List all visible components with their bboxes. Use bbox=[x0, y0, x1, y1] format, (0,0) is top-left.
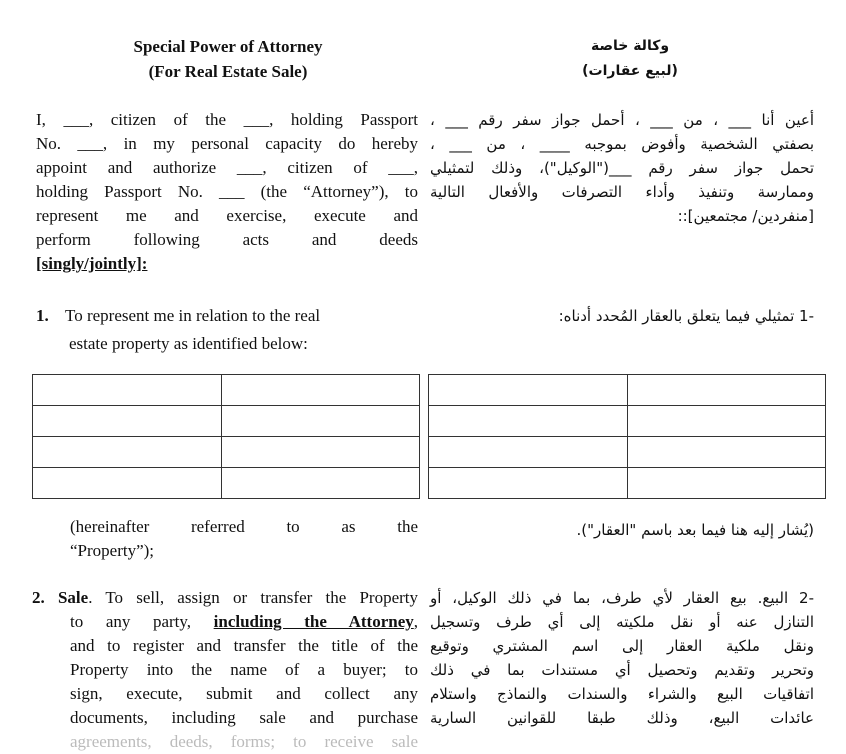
hereinafter-en-line1: (hereinafter referred to as the bbox=[70, 517, 418, 536]
intro-ar-line: أعين أنا ___ ، من ___ ، أحمل جواز سفر رقم ___ ، bbox=[430, 111, 814, 129]
item2-ar-line: وتحرير وتقديم وتحصيل أي مستندات بما في ذلك bbox=[430, 661, 814, 679]
table-cell[interactable] bbox=[429, 375, 628, 406]
property-table-arabic bbox=[428, 374, 826, 499]
intro-en-line: appoint and authorize ___, citizen of ___, bbox=[36, 158, 418, 177]
table-cell[interactable] bbox=[222, 437, 420, 468]
intro-en-line: I, ___, citizen of the ___, holding Passport bbox=[36, 110, 418, 129]
item1-en-line1: To represent me in relation to the real bbox=[65, 306, 321, 325]
intro-en-line: perform following acts and deeds bbox=[36, 230, 418, 249]
item2-en-line2-pre: to any party, bbox=[70, 612, 214, 631]
table-cell[interactable] bbox=[33, 375, 222, 406]
property-table-english bbox=[32, 374, 420, 499]
intro-en-line: holding Passport No. ___ (the “Attorney”), to bbox=[36, 182, 418, 201]
table-cell[interactable] bbox=[628, 437, 826, 468]
intro-en-line: represent me and exercise, execute and bbox=[36, 206, 418, 225]
title-ar-line1: وكالة خاصة bbox=[590, 38, 670, 54]
item2-en-line2-post: , bbox=[413, 612, 418, 631]
table-cell[interactable] bbox=[33, 437, 222, 468]
table-row bbox=[429, 406, 826, 437]
item2-en-line1: . To sell, assign or transfer the Property bbox=[88, 588, 418, 607]
item2-english bbox=[32, 586, 418, 754]
item2-en-line-cut: agreements, deeds, forms; to receive sale bbox=[70, 732, 418, 751]
item1-english bbox=[36, 302, 418, 358]
item2-ar-line: التنازل عنه أو نقل ملكيته إلى أي طرف وتسجيل bbox=[430, 613, 814, 631]
intro-ar-line: تحمل جواز سفر رقم ___("الوكيل")، وذلك لتمثيلي bbox=[430, 159, 814, 177]
intro-ar-line: [منفردين/ مجتمعين]:: bbox=[677, 207, 814, 225]
intro-arabic bbox=[430, 108, 814, 228]
item1-en-line2: estate property as identified below: bbox=[69, 334, 308, 353]
table-row bbox=[33, 468, 420, 499]
item2-en-line: sign, execute, submit and collect any bbox=[70, 684, 418, 703]
table-cell[interactable] bbox=[628, 468, 826, 499]
item2-heading: Sale bbox=[57, 588, 89, 607]
table-cell[interactable] bbox=[628, 406, 826, 437]
item2-ar-line: ونقل ملكية العقار إلى اسم المشتري وتوقيع bbox=[430, 637, 814, 655]
intro-ar-line: وممارسة وتنفيذ وأداء التصرفات والأفعال التالية bbox=[430, 183, 814, 201]
item2-en-line: Property into the name of a buyer; to bbox=[70, 660, 418, 679]
intro-ar-line: بصفتي الشخصية وأفوض بموجبه ____ ، من ___ ، bbox=[430, 135, 814, 153]
table-cell[interactable] bbox=[628, 375, 826, 406]
table-cell[interactable] bbox=[222, 406, 420, 437]
hereinafter-arabic bbox=[430, 518, 814, 542]
title-ar-line2: (لبيع عقارات) bbox=[582, 63, 678, 79]
item2-ar-line: اتفاقيات البيع والشراء والسندات والنماذج واستلام bbox=[430, 685, 814, 703]
table-cell[interactable] bbox=[33, 468, 222, 499]
table-row bbox=[429, 375, 826, 406]
table-row bbox=[429, 437, 826, 468]
title-en-line2: (For Real Estate Sale) bbox=[148, 62, 308, 81]
item1-arabic bbox=[430, 302, 814, 330]
title-en-line1: Special Power of Attorney bbox=[133, 37, 323, 56]
table-row bbox=[429, 468, 826, 499]
title-english bbox=[60, 34, 396, 84]
item2-ar-line: -2 البيع. بيع العقار لأي طرف، بما في ذلك الوكيل، أو bbox=[430, 589, 814, 607]
hereinafter-ar-text: (يُشار إليه هنا فيما بعد باسم "العقار"). bbox=[576, 521, 814, 539]
item2-number: 2. bbox=[32, 588, 45, 607]
table-cell[interactable] bbox=[33, 406, 222, 437]
item2-ar-line: عائدات البيع، وذلك طبقا للقوانين السارية bbox=[430, 709, 814, 727]
title-arabic bbox=[550, 34, 710, 84]
item2-en-line: and to register and transfer the title of the bbox=[70, 636, 418, 655]
including-attorney: including the Attorney bbox=[213, 612, 414, 631]
intro-en-line: No. ___, in my personal capacity do hereby bbox=[36, 134, 418, 153]
table-cell[interactable] bbox=[429, 437, 628, 468]
hereinafter-english bbox=[70, 515, 418, 563]
table-row bbox=[33, 437, 420, 468]
item1-number: 1. bbox=[36, 306, 49, 325]
item2-en-line: documents, including sale and purchase bbox=[70, 708, 418, 727]
table-cell[interactable] bbox=[222, 375, 420, 406]
intro-english bbox=[36, 108, 418, 276]
item2-arabic bbox=[430, 586, 814, 730]
table-row bbox=[33, 406, 420, 437]
item1-ar-text: -1 تمثيلي فيما يتعلق بالعقار المُحدد أدناه: bbox=[558, 307, 814, 325]
hereinafter-en-line2: “Property”); bbox=[70, 541, 155, 560]
table-row bbox=[33, 375, 420, 406]
table-cell[interactable] bbox=[222, 468, 420, 499]
table-cell[interactable] bbox=[429, 406, 628, 437]
singly-jointly: [singly/jointly]: bbox=[36, 254, 148, 273]
table-cell[interactable] bbox=[429, 468, 628, 499]
